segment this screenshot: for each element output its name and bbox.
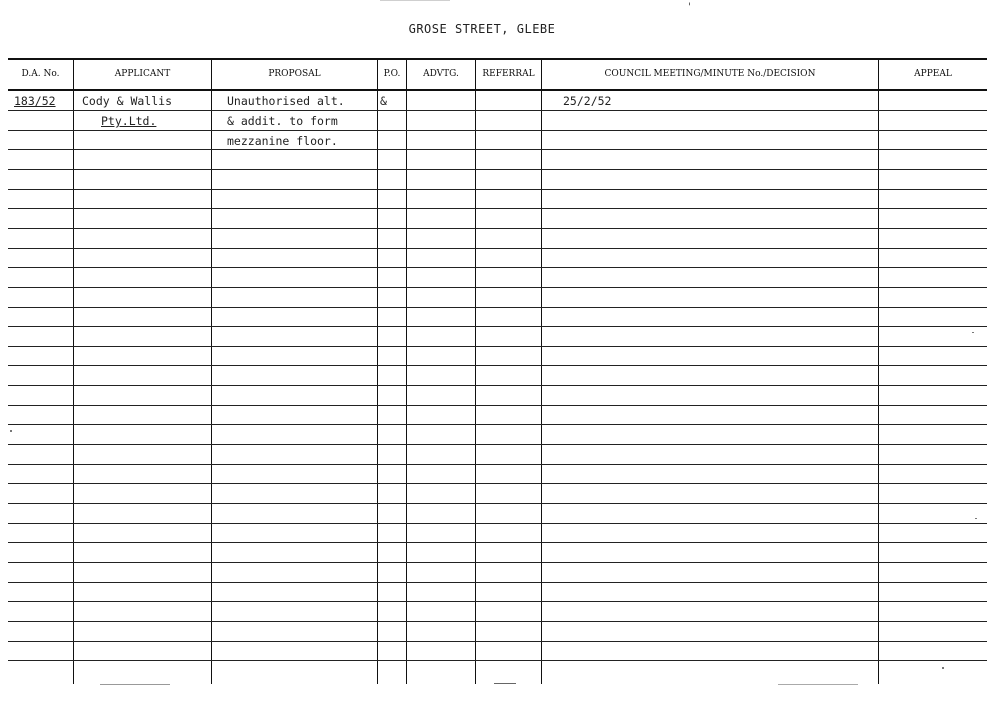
row-rule bbox=[8, 346, 987, 347]
proposal-line-2: & addit. to form bbox=[227, 114, 338, 128]
row-rule bbox=[8, 326, 987, 327]
row-rule bbox=[8, 208, 987, 209]
scan-speck bbox=[778, 684, 858, 685]
row-rule bbox=[8, 503, 987, 504]
col-divider bbox=[73, 59, 74, 684]
scan-speck bbox=[942, 667, 944, 669]
row-rule bbox=[8, 464, 987, 465]
applicant-line-2: Pty.Ltd. bbox=[101, 114, 157, 128]
row-rule bbox=[8, 562, 987, 563]
row-rule bbox=[8, 189, 987, 190]
row-rule bbox=[8, 582, 987, 583]
col-divider bbox=[406, 59, 407, 684]
faint-top-mark bbox=[380, 0, 450, 1]
header-referral: REFERRAL bbox=[482, 69, 535, 79]
col-divider bbox=[475, 59, 476, 684]
header-proposal: PROPOSAL bbox=[268, 69, 321, 79]
row-rule bbox=[8, 601, 987, 602]
row-rule bbox=[8, 405, 987, 406]
col-divider bbox=[211, 59, 212, 684]
row-rule bbox=[8, 641, 987, 642]
row-rule bbox=[8, 444, 987, 445]
scan-speck bbox=[494, 683, 516, 684]
row-rule bbox=[8, 542, 987, 543]
po-value: & bbox=[380, 94, 387, 108]
header-advtg: ADVTG. bbox=[423, 69, 459, 79]
proposal-line-3: mezzanine floor. bbox=[227, 134, 338, 148]
stray-mark: ' bbox=[688, 2, 691, 13]
col-divider bbox=[878, 59, 879, 684]
row-rule bbox=[8, 130, 987, 131]
row-rule bbox=[8, 307, 987, 308]
row-rule bbox=[8, 424, 987, 425]
row-rule bbox=[8, 169, 987, 170]
page-title: GROSE STREET, GLEBE bbox=[408, 22, 556, 36]
header-applicant: APPLICANT bbox=[114, 69, 171, 79]
row-rule bbox=[8, 365, 987, 366]
col-divider bbox=[377, 59, 378, 684]
council-decision-value: 25/2/52 bbox=[563, 94, 612, 108]
row-rule bbox=[8, 248, 987, 249]
scan-speck bbox=[972, 332, 974, 333]
applicant-line-1: Cody & Wallis bbox=[82, 94, 173, 108]
da-number: 183/52 bbox=[14, 94, 56, 108]
header-appeal: APPEAL bbox=[914, 69, 952, 79]
row-rule bbox=[8, 149, 987, 150]
row-rule bbox=[8, 228, 987, 229]
header-da-no: D.A. No. bbox=[21, 69, 60, 79]
row-rule bbox=[8, 483, 987, 484]
row-rule bbox=[8, 523, 987, 524]
scan-speck bbox=[10, 430, 12, 432]
row-rule bbox=[8, 621, 987, 622]
row-rule bbox=[8, 660, 987, 661]
row-rule bbox=[8, 267, 987, 268]
scan-speck bbox=[100, 684, 170, 685]
col-divider bbox=[541, 59, 542, 684]
header-po: P.O. bbox=[383, 69, 401, 79]
header-bottom-border bbox=[8, 89, 987, 91]
table-top-border bbox=[8, 58, 987, 60]
row-rule bbox=[8, 287, 987, 288]
proposal-line-1: Unauthorised alt. bbox=[227, 94, 345, 108]
row-rule bbox=[8, 110, 987, 111]
row-rule bbox=[8, 385, 987, 386]
header-council-decision: COUNCIL MEETING/MINUTE No./DECISION bbox=[604, 69, 816, 79]
scan-speck bbox=[975, 518, 977, 519]
